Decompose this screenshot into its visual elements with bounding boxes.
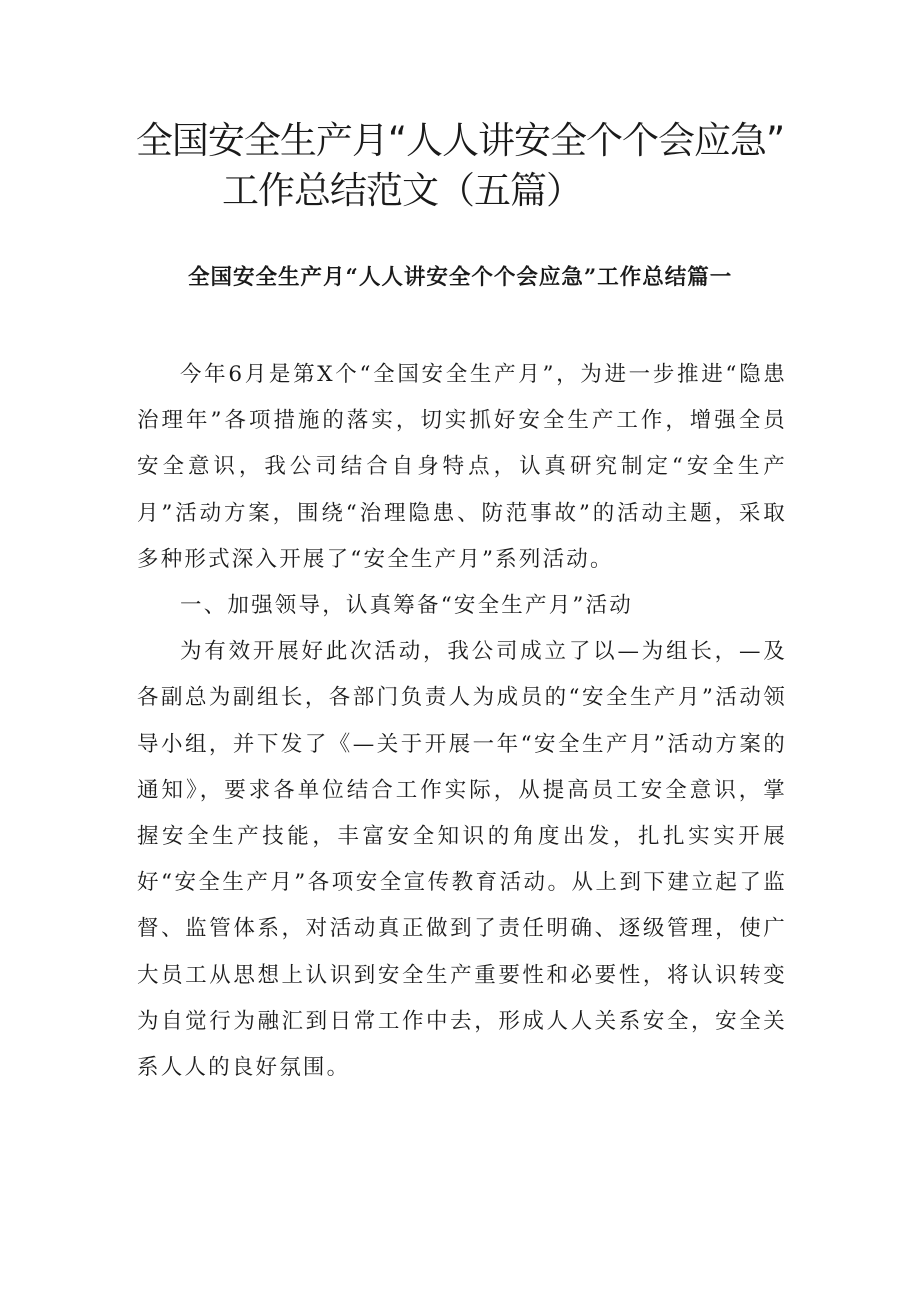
body-section-heading-1: 一、加强领导，认真筹备“安全生产月”活动 [180,593,633,619]
section-heading: 全国安全生产月“人人讲安全个个会应急”工作总结篇一 [188,265,733,290]
document-title-line-1: 全国安全生产月“人人讲安全个个会应急” [135,119,785,162]
document-title-line-2: 工作总结范文（五篇） [222,169,582,212]
body-paragraph-leadership: 为有效开展好此次活动，我公司成立了以—为组长，—及各副总为副组长，各部门负责人为成员的“安全生产月”活动领导小组，并下发了《—关于开展一年“安全生产月”活动方案的通知》，要求各单位结合工作实际，从提高员工安全意识，掌握安全生产技能，丰富安全知识的角度出发，扎扎实实开展好“安全生产月”各项安全宣传教育活动。从上到下建立起了监督、监管体系，对活动真正做到了责任明确、逐级管理，使广大员工从思想上认识到安全生产重要性和必要性，将认识转变为自觉行为融汇到日常工作中去，形成人人关系安全，安全关系人人的良好氛围。 [137,639,787,1081]
document-body [137,352,787,1091]
body-paragraph-intro: 今年6月是第X个“全国安全生产月”，为进一步推进“隐患治理年”各项措施的落实，切实抓好安全生产工作，增强全员安全意识，我公司结合自身特点，认真研究制定“安全生产月”活动方案，围绕“治理隐患、防范事故”的活动主题，采取多种形式深入开展了“安全生产月”系列活动。 [137,362,787,572]
